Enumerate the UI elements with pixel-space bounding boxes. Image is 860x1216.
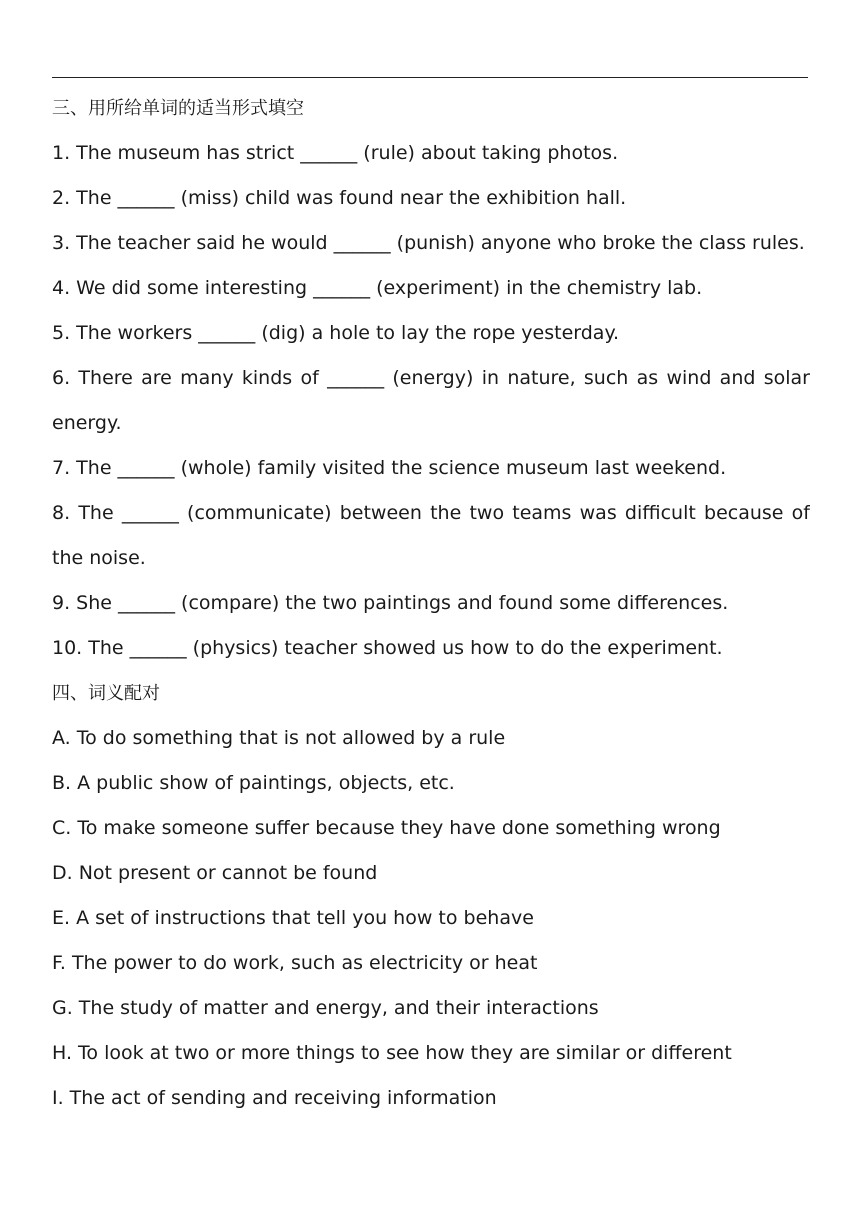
worksheet-content xyxy=(52,86,810,1121)
definition-item-h: H. To look at two or more things to see how they are similar or different xyxy=(52,1042,732,1064)
fill-blank-item-9: 9. She ______ (compare) the two paintings and found some differences. xyxy=(52,592,729,614)
header-rule xyxy=(52,77,808,78)
fill-blank-item-8-line1: 8. The ______ (communicate) between the two teams was difficult because of xyxy=(52,502,810,524)
definition-item-e: E. A set of instructions that tell you how to behave xyxy=(52,907,534,929)
fill-blank-item-4: 4. We did some interesting ______ (experiment) in the chemistry lab. xyxy=(52,277,703,299)
fill-blank-item-8-line2: the noise. xyxy=(52,547,146,569)
definition-item-b: B. A public show of paintings, objects, etc. xyxy=(52,772,455,794)
definition-item-i: I. The act of sending and receiving information xyxy=(52,1087,497,1109)
definition-item-c: C. To make someone suffer because they have done something wrong xyxy=(52,817,721,839)
fill-blank-item-6 xyxy=(52,356,810,446)
fill-blank-item-7: 7. The ______ (whole) family visited the science museum last weekend. xyxy=(52,457,727,479)
fill-blank-item-2: 2. The ______ (miss) child was found near the exhibition hall. xyxy=(52,187,627,209)
fill-blank-item-5: 5. The workers ______ (dig) a hole to lay the rope yesterday. xyxy=(52,322,620,344)
definition-item-g: G. The study of matter and energy, and their interactions xyxy=(52,997,599,1019)
definition-item-f: F. The power to do work, such as electricity or heat xyxy=(52,952,538,974)
fill-blank-item-3: 3. The teacher said he would ______ (punish) anyone who broke the class rules. xyxy=(52,232,805,254)
section4-heading: 四、词义配对 xyxy=(52,683,160,704)
fill-blank-item-10: 10. The ______ (physics) teacher showed us how to do the experiment. xyxy=(52,637,723,659)
definition-item-a: A. To do something that is not allowed by a rule xyxy=(52,727,506,749)
fill-blank-item-1: 1. The museum has strict ______ (rule) about taking photos. xyxy=(52,142,619,164)
definition-item-d: D. Not present or cannot be found xyxy=(52,862,378,884)
fill-blank-item-8 xyxy=(52,491,810,581)
fill-blank-item-6-line1: 6. There are many kinds of ______ (energy) in nature, such as wind and solar xyxy=(52,367,810,389)
section3-heading: 三、用所给单词的适当形式填空 xyxy=(52,98,304,119)
fill-blank-item-6-line2: energy. xyxy=(52,412,122,434)
